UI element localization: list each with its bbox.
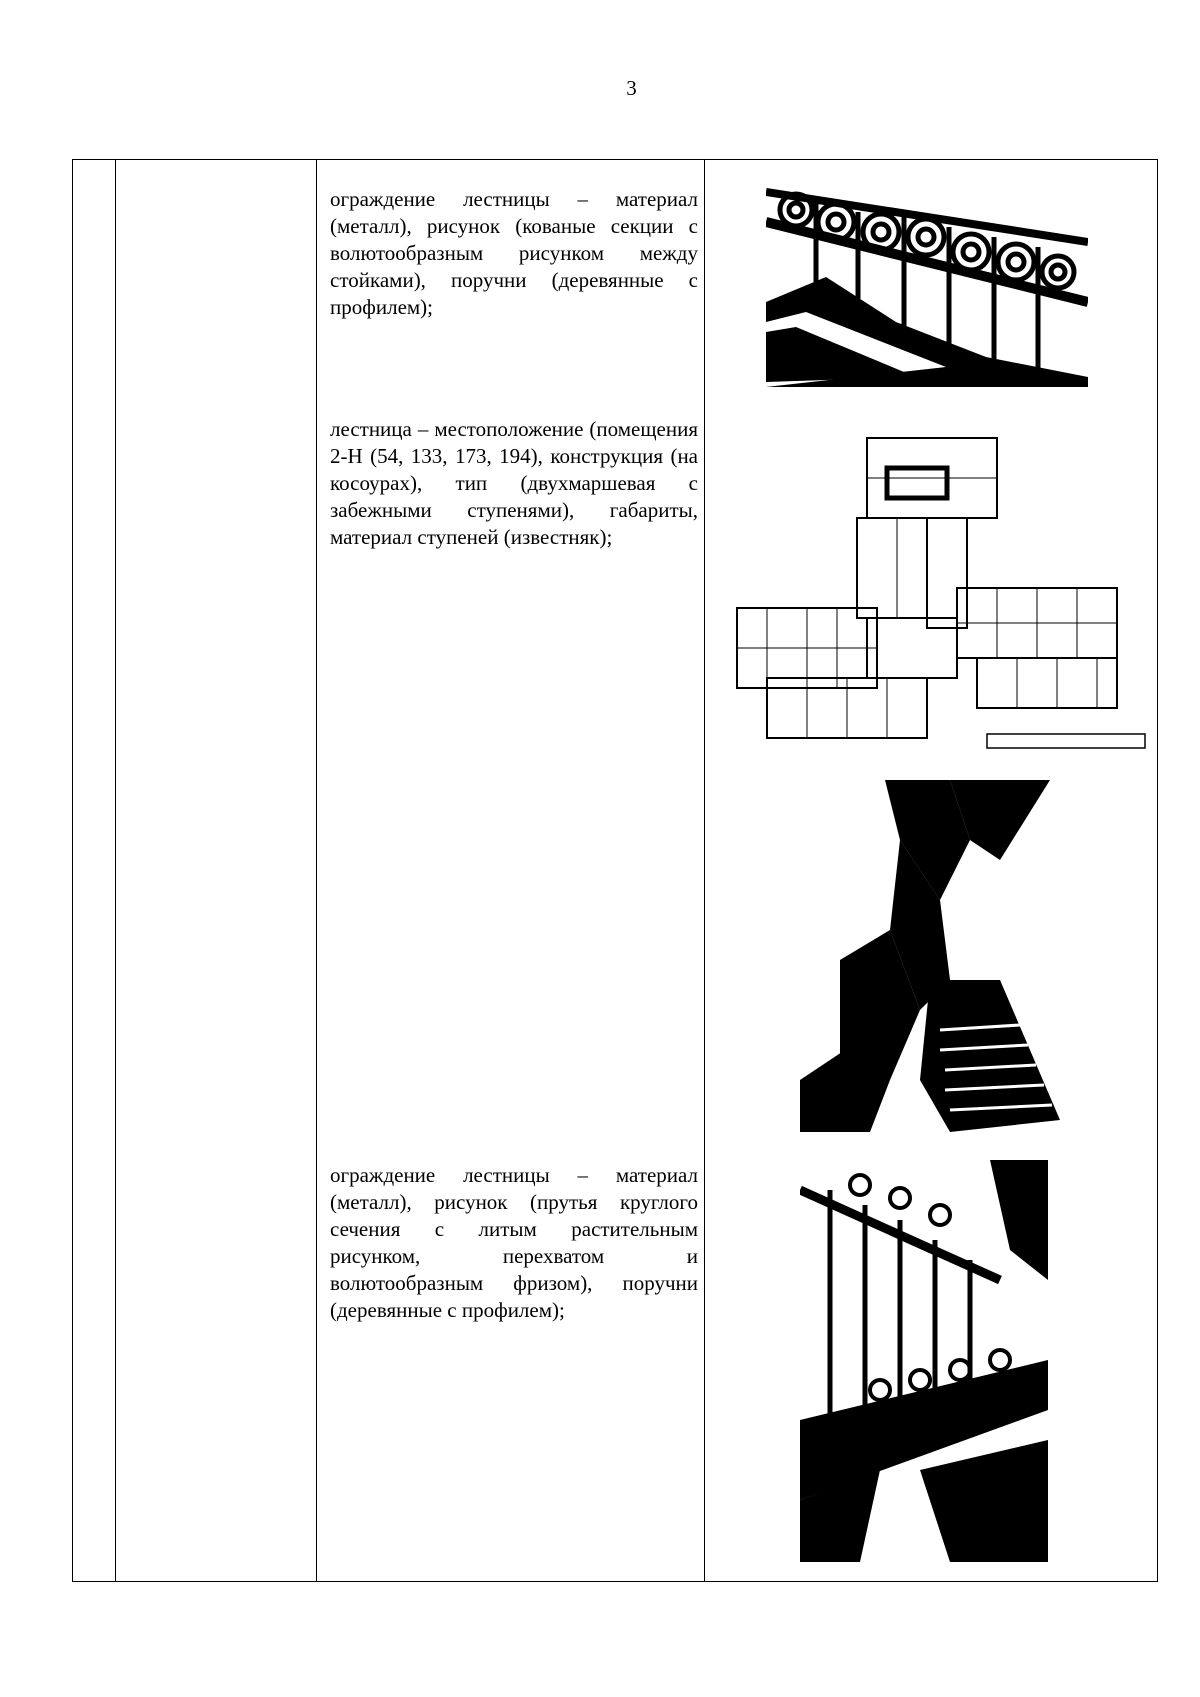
description-text: ограждение лестницы – материал (металл), рисунок (кованые секции с волютообразным рисунком между стойками), поручни (деревянные с профилем); xyxy=(330,187,698,319)
column-divider xyxy=(704,159,705,1582)
description-railing-cast xyxy=(330,1162,698,1324)
column-divider xyxy=(115,159,116,1582)
description-text: лестница – местоположение (помещения 2-Н (54, 133, 173, 194), конструкция (на косоурах), тип (двухмаршевая с забежными ступенями), габариты, материал ступеней (известняк); xyxy=(330,417,698,549)
column-divider xyxy=(316,159,317,1582)
cast-railing-photo xyxy=(800,1160,1048,1562)
floor-plan-scheme xyxy=(727,418,1147,758)
description-railing-forged xyxy=(330,186,698,321)
staircase-photo xyxy=(800,780,1062,1132)
wrought-iron-railing-photo xyxy=(766,182,1088,387)
page-number: 3 xyxy=(626,76,637,100)
description-staircase xyxy=(330,416,698,551)
description-text: ограждение лестницы – материал (металл), рисунок (прутья круглого сечения с литым растительным рисунком, перехватом и волютообразным фризом), поручни (деревянные с профилем); xyxy=(330,1163,698,1322)
